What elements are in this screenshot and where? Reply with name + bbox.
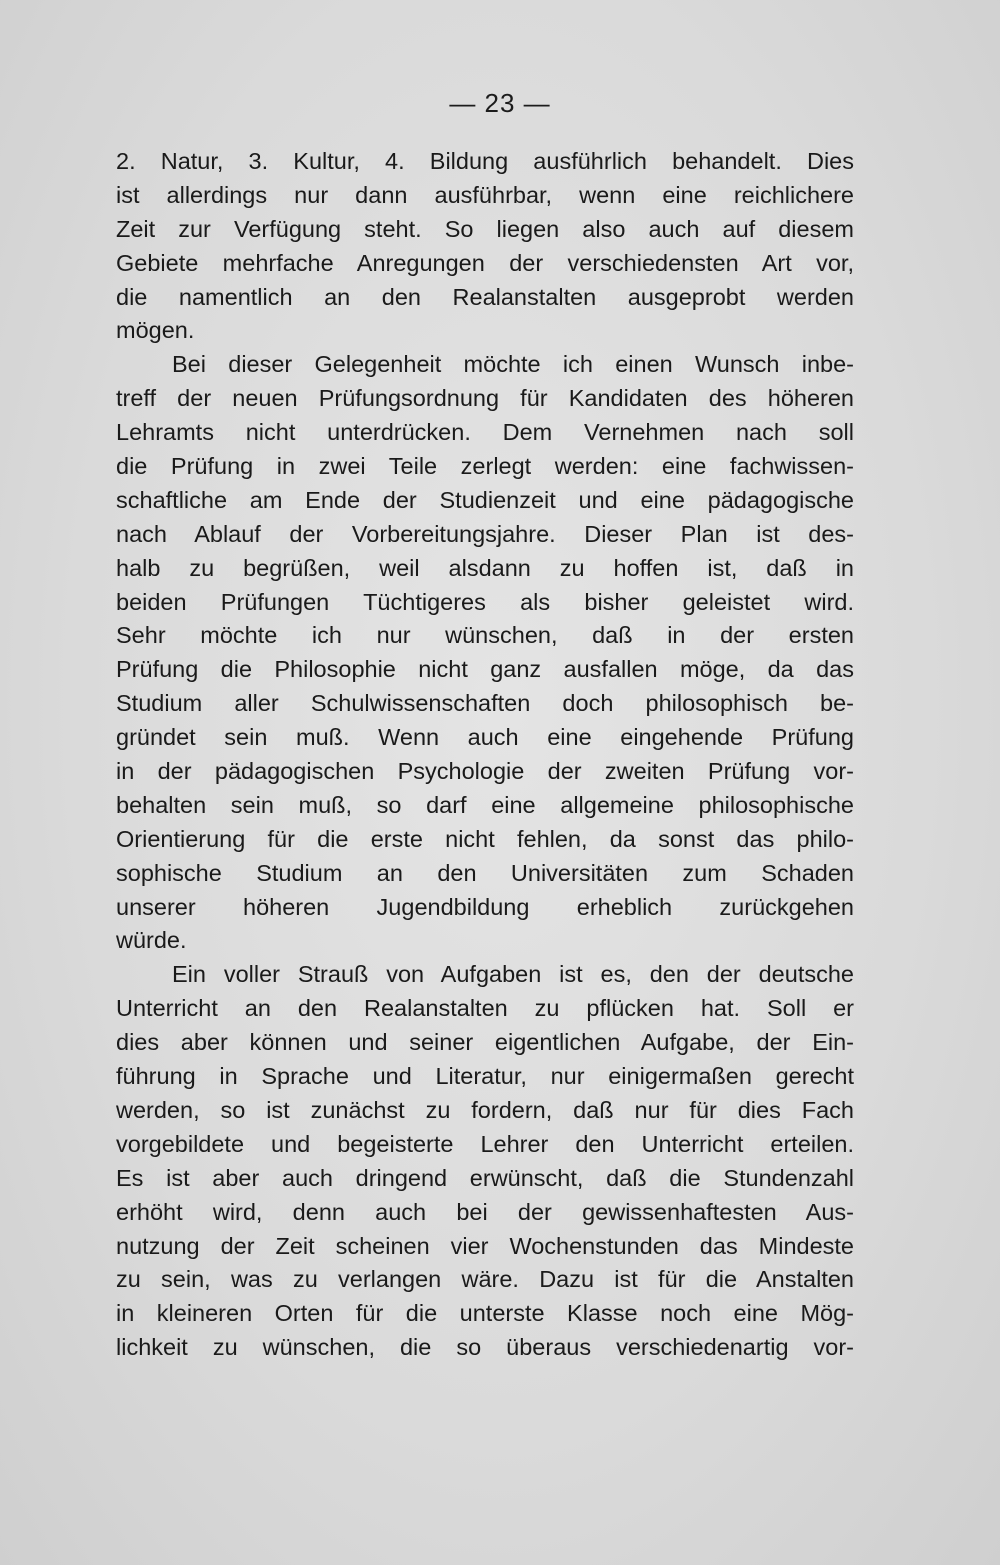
text-line: vorgebildete und begeisterte Lehrer den Unterricht erteilen.: [116, 1130, 854, 1157]
text-line: Lehramts nicht unterdrücken. Dem Vernehmen nach soll: [116, 419, 854, 446]
paragraph-1: [116, 145, 854, 348]
paragraph-2: [116, 348, 854, 958]
text-line: Studium aller Schulwissenschaften doch philosophisch be-: [116, 690, 854, 717]
text-line: zu sein, was zu verlangen wäre. Dazu ist für die Anstalten: [116, 1266, 854, 1293]
text-line: Es ist aber auch dringend erwünscht, daß die Stundenzahl: [116, 1164, 854, 1191]
text-line: werden, so ist zunächst zu fordern, daß nur für dies Fach: [116, 1096, 854, 1123]
text-line: in der pädagogischen Psychologie der zweiten Prüfung vor-: [116, 758, 854, 785]
text-line: dies aber können und seiner eigentlichen Aufgabe, der Ein-: [116, 1029, 854, 1056]
text-line: Ein voller Strauß von Aufgaben ist es, den der deutsche: [172, 961, 854, 988]
text-line: in kleineren Orten für die unterste Klasse noch eine Mög-: [116, 1300, 854, 1327]
text-line: nutzung der Zeit scheinen vier Wochenstunden das Mindeste: [116, 1232, 854, 1259]
text-line: Prüfung die Philosophie nicht ganz ausfallen möge, da das: [116, 656, 854, 683]
text-line: Bei dieser Gelegenheit möchte ich einen Wunsch inbe-: [172, 351, 854, 378]
text-line: gründet sein muß. Wenn auch eine eingehende Prüfung: [116, 724, 854, 751]
text-line: halb zu begrüßen, weil alsdann zu hoffen ist, daß in: [116, 554, 854, 581]
text-line: würde.: [116, 927, 187, 954]
text-line: ist allerdings nur dann ausführbar, wenn eine reichlichere: [116, 181, 854, 208]
page-number: — 23 —: [449, 88, 551, 118]
text-line: die namentlich an den Realanstalten ausgeprobt werden: [116, 283, 854, 310]
text-line: lichkeit zu wünschen, die so überaus verschiedenartig vor-: [116, 1334, 854, 1361]
text-line: beiden Prüfungen Tüchtigeres als bisher geleistet wird.: [116, 588, 854, 615]
text-line: Zeit zur Verfügung steht. So liegen also auch auf diesem: [116, 215, 854, 242]
text-line: treff der neuen Prüfungsordnung für Kandidaten des höheren: [116, 385, 854, 412]
text-line: nach Ablauf der Vorbereitungsjahre. Dieser Plan ist des-: [116, 520, 854, 547]
paragraph-3: [116, 958, 854, 1365]
body-text: [116, 145, 854, 1365]
text-line: schaftliche am Ende der Studienzeit und eine pädagogische: [116, 486, 854, 513]
text-line: Orientierung für die erste nicht fehlen, da sonst das philo-: [116, 825, 854, 852]
text-line: Unterricht an den Realanstalten zu pflücken hat. Soll er: [116, 995, 854, 1022]
text-line: unserer höheren Jugendbildung erheblich zurückgehen: [116, 893, 854, 920]
text-line: Sehr möchte ich nur wünschen, daß in der ersten: [116, 622, 854, 649]
text-line: erhöht wird, denn auch bei der gewissenhaftesten Aus-: [116, 1198, 854, 1225]
text-line: sophische Studium an den Universitäten zum Schaden: [116, 859, 854, 886]
text-line: führung in Sprache und Literatur, nur einigermaßen gerecht: [116, 1063, 854, 1090]
text-line: 2. Natur, 3. Kultur, 4. Bildung ausführlich behandelt. Dies: [116, 148, 854, 174]
text-line: mögen.: [116, 317, 195, 344]
text-line: behalten sein muß, so darf eine allgemeine philosophische: [116, 791, 854, 818]
text-line: die Prüfung in zwei Teile zerlegt werden: eine fachwissen-: [116, 453, 854, 480]
text-line: Gebiete mehrfache Anregungen der verschiedensten Art vor,: [116, 249, 854, 276]
